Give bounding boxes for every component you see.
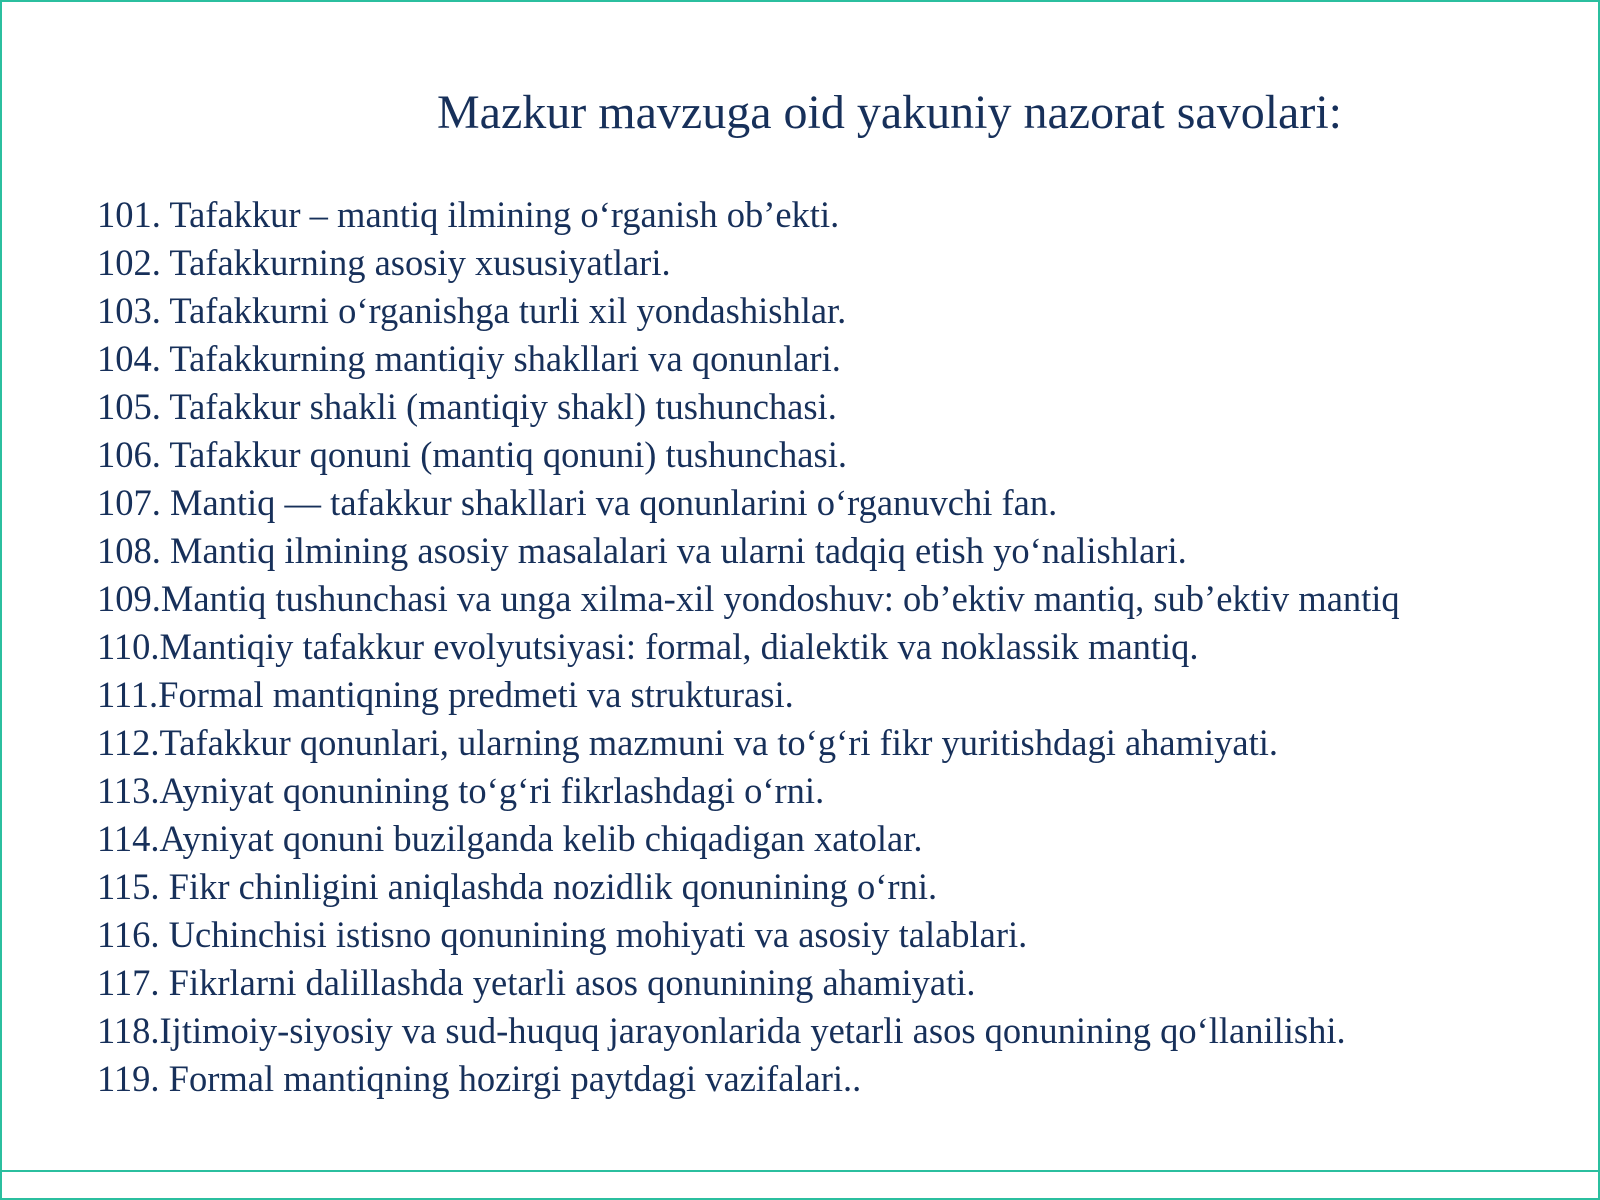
question-item: 117. Fikrlarni dalillashda yetarli asos qonunining ahamiyati. [97,962,976,1003]
question-item: 108. Mantiq ilmining asosiy masalalari va ularni tadqiq etish yo‘nalishlari. [97,530,1187,571]
question-item: 105. Tafakkur shakli (mantiqiy shakl) tushunchasi. [97,386,837,427]
question-item: 119. Formal mantiqning hozirgi paytdagi vazifalari.. [97,1058,862,1099]
slide-title: Mazkur mavzuga oid yakuniy nazorat savolari: [436,86,1342,139]
question-item: 109.Mantiq tushunchasi va unga xilma-xil yondoshuv: ob’ektiv mantiq, sub’ektiv mantiq [97,578,1400,619]
question-item: 106. Tafakkur qonuni (mantiq qonuni) tushunchasi. [97,434,847,475]
question-item: 113.Ayniyat qonunining to‘g‘ri fikrlashdagi o‘rni. [97,770,825,811]
question-item: 112.Tafakkur qonunlari, ularning mazmuni va to‘g‘ri fikr yuritishdagi ahamiyati. [97,722,1279,763]
question-item: 103. Tafakkurni o‘rganishga turli xil yondashishlar. [97,290,847,331]
question-item: 107. Mantiq — tafakkur shakllari va qonunlarini o‘rganuvchi fan. [97,482,1058,523]
question-item: 115. Fikr chinligini aniqlashda nozidlik qonunining o‘rni. [97,866,938,907]
question-item: 116. Uchinchisi istisno qonunining mohiyati va asosiy talablari. [97,914,1028,955]
question-item: 102. Tafakkurning asosiy xususiyatlari. [97,242,671,283]
bottom-divider [0,1170,1600,1172]
question-item: 110.Mantiqiy tafakkur evolyutsiyasi: formal, dialektik va noklassik mantiq. [97,626,1199,667]
question-item: 114.Ayniyat qonuni buzilganda kelib chiqadigan xatolar. [97,818,923,859]
question-item: 104. Tafakkurning mantiqiy shakllari va qonunlari. [97,338,841,379]
question-item: 101. Tafakkur – mantiq ilmining o‘rganish ob’ekti. [97,194,840,235]
question-item: 111.Formal mantiqning predmeti va strukturasi. [97,674,794,715]
question-list [97,191,1577,1103]
question-item: 118.Ijtimoiy-siyosiy va sud-huquq jarayonlarida yetarli asos qonunining qo‘llanilishi. [97,1010,1346,1051]
